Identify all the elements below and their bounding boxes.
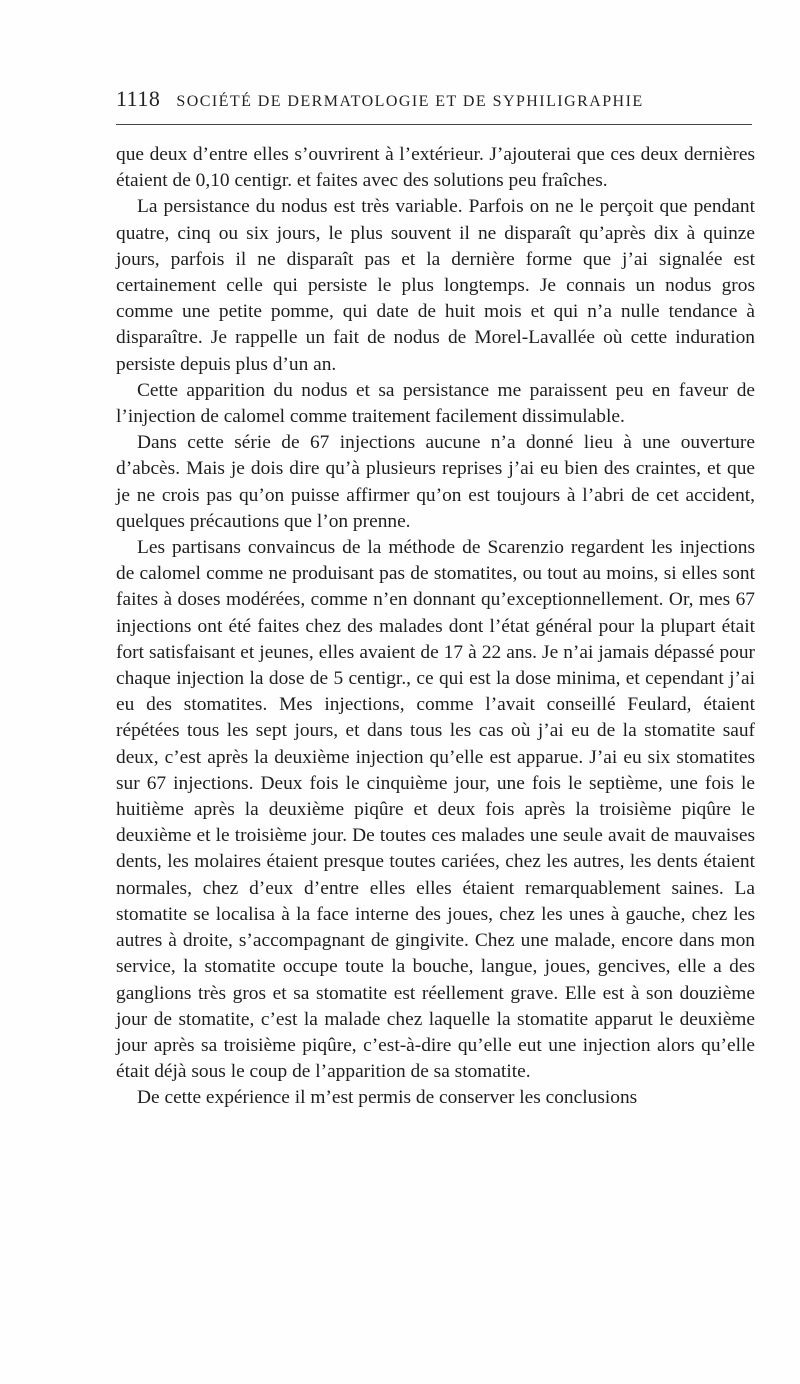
header-rule bbox=[116, 124, 752, 125]
journal-title: SOCIÉTÉ DE DERMATOLOGIE ET DE SYPHILIGRAPHIE bbox=[176, 93, 644, 110]
paragraph-nodus-persistence: La persistance du nodus est très variable. Parfois on ne le perçoit que pendant quatre, cinq ou six jours, le plus souvent il ne disparaît qu’après dix à quinze jours, parfois il ne disparaît pas et la dernière forme que j’ai signalée est certainement celle qui persiste le plus longtemps. Je connais un nodus gros comme une petite pomme, qui date de huit mois et qui n’a nulle tendance à disparaître. Je rappelle un fait de nodus de Morel-Lavallée où cette induration persiste depuis plus d’un an. bbox=[116, 196, 755, 375]
page-number: 1118 bbox=[116, 86, 161, 111]
paragraph-continuation: que deux d’entre elles s’ouvrirent à l’extérieur. J’ajouterai que ces deux dernières étaient de 0,10 centigr. et faites avec des solutions peu fraîches. bbox=[116, 144, 755, 192]
paragraph-dissimulation: Cette apparition du nodus et sa persistance me paraissent peu en faveur de l’injection de calomel comme traitement facilement dissimulable. bbox=[116, 379, 755, 428]
paragraph-abscess: Dans cette série de 67 injections aucune n’a donné lieu à une ouverture d’abcès. Mais je dois dire qu’à plusieurs reprises j’ai eu bien des craintes, et que je ne crois pas qu’on puisse affirmer qu’on est toujours à l’abri de cet accident, quelques précautions que l’on prenne. bbox=[116, 432, 755, 532]
paragraph-stomatitis: Les partisans convaincus de la méthode de Scarenzio regardent les injections de calomel comme ne produisant pas de stomatites, ou tout au moins, si elles sont faites à doses modérées, comme n’en donnant qu’exceptionnellement. Or, mes 67 injections ont été faites chez des malades dont l’état général pour la plupart était fort satisfaisant et jeunes, elles avaient de 17 à 22 ans. Je n’ai jamais dépassé pour chaque injection la dose de 5 centigr., ce qui est la dose minima, et cependant j’ai eu des stomatites. Mes injections, comme l’avait conseillé Feulard, étaient répétées tous les sept jours, et dans tous les cas où j’ai eu de la stomatite sauf deux, c’est après la deuxième injection qu’elle est apparue. J’ai eu six stomatites sur 67 injections. Deux fois le cinquième jour, une fois le septième, une fois le huitième après la deuxième piqûre et deux fois après la troisième piqûre le deuxième et le troisième jour. De toutes ces malades une seule avait de mauvaises dents, les molaires étaient presque toutes cariées, chez les autres, les dents étaient normales, chez d’eux d’entre elles elles étaient remarquablement saines. La stomatite se localisa à la face interne des joues, chez les unes à gauche, chez les autres à droite, s’accompagnant de gingivite. Chez une malade, encore dans mon service, la stomatite occupe toute la bouche, langue, joues, gencives, elle a des ganglions très gros et sa stomatite est réellement grave. Elle est à son douzième jour de stomatite, c’est la malade chez laquelle la stomatite apparut le deuxième jour après sa troisième piqûre, c’est-à-dire qu’elle eut une injection alors qu’elle était déjà sous le coup de l’apparition de sa stomatite. bbox=[116, 537, 755, 1083]
running-header bbox=[116, 86, 756, 114]
paragraph-conclusion: De cette expérience il m’est permis de conserver les conclusions bbox=[137, 1087, 638, 1109]
body-text bbox=[116, 142, 755, 1112]
